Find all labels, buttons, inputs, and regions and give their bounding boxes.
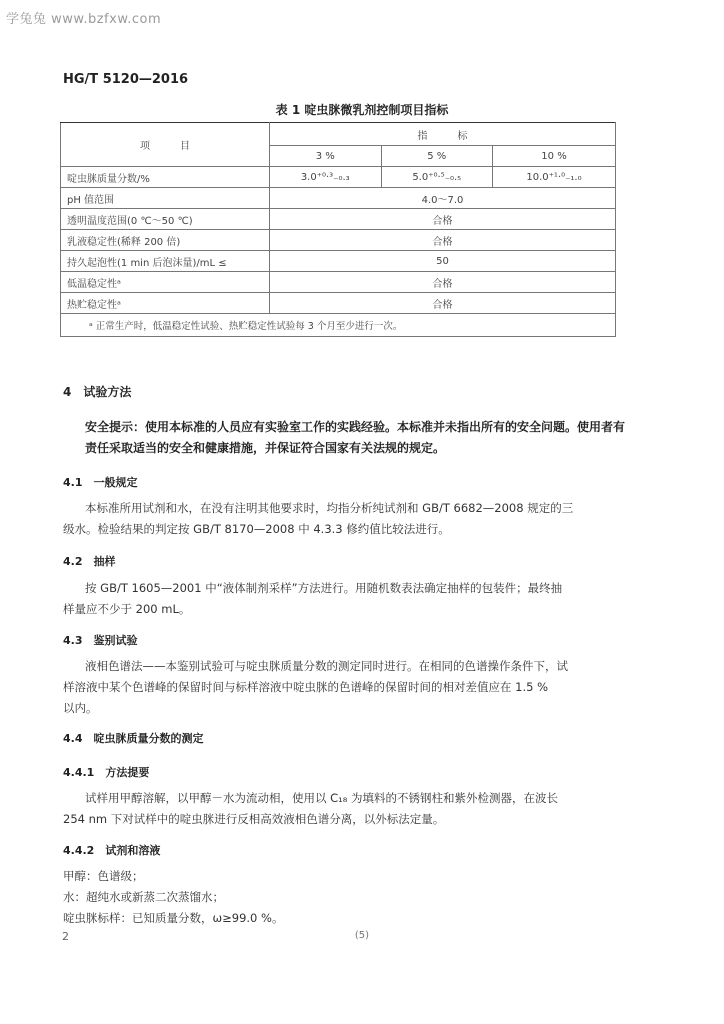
section-4-2-heading: 4.2 抽样: [63, 555, 116, 568]
table-caption: 表 1 啶虫脒微乳剂控制项目指标: [275, 103, 449, 117]
section-4-4-heading: 4.4 啶虫脒质量分数的测定: [63, 732, 204, 745]
header-index: 指 标: [270, 123, 616, 146]
table-row: [61, 293, 616, 314]
table-row: [61, 167, 616, 188]
cell-value: 合格: [270, 293, 616, 314]
row-label: 低温稳定性ᵃ: [61, 272, 270, 293]
watermark: 学兔兔 www.bzfxw.com: [6, 12, 162, 27]
col-10pct: 10 %: [493, 146, 616, 167]
cell-value: 4.0～7.0: [270, 188, 616, 209]
cell-value: 合格: [270, 272, 616, 293]
row-label: 持久起泡性(1 min 后泡沫量)/mL ≤: [61, 251, 270, 272]
section-4-1-text: 本标准所用试剂和水，在没有注明其他要求时，均指分析纯试剂和 GB/T 6682—2008 规定的三 级水。检验结果的判定按 GB/T 8170—2008 中 4.3.3 修约值比较法进行。: [63, 501, 574, 536]
row-label: 透明温度范围(0 ℃～50 ℃): [61, 209, 270, 230]
cell-value: 合格: [270, 230, 616, 251]
cell-value: 10.0⁺¹·⁰₋₁.₀: [493, 167, 616, 188]
row-label: 热贮稳定性ᵃ: [61, 293, 270, 314]
header-item: 项 目: [61, 123, 270, 167]
row-label: pH 值范围: [61, 188, 270, 209]
list-item: 啶虫脒标样：已知质量分数，ω≥99.0 %。: [63, 911, 284, 925]
safety-notice: 安全提示：使用本标准的人员应有实验室工作的实践经验。本标准并未指出所有的安全问题。使用者有责任采取适当的安全和健康措施，并保证符合国家有关法规的规定。: [85, 420, 626, 455]
table-row: [61, 272, 616, 293]
cell-value: 合格: [270, 209, 616, 230]
page-number: 2: [62, 930, 69, 943]
list-item: 水：超纯水或新蒸二次蒸馏水；: [63, 890, 224, 904]
section-4-2-text: 按 GB/T 1605—2001 中“液体制剂采样”方法进行。用随机数表法确定抽样的包装件；最终抽 样量应不少于 200 mL。: [63, 581, 563, 616]
col-3pct: 3 %: [270, 146, 382, 167]
table-row: [61, 251, 616, 272]
section-4-heading: 4 试验方法: [63, 385, 132, 399]
table-row: [61, 209, 616, 230]
list-item: 甲醇：色谱级；: [63, 869, 144, 883]
section-4-1-heading: 4.1 一般规定: [63, 476, 138, 489]
section-4-4-2-heading: 4.4.2 试剂和溶液: [63, 844, 161, 857]
row-label: 啶虫脒质量分数/%: [61, 167, 270, 188]
cell-value: 3.0⁺⁰·³₋₀.₃: [270, 167, 382, 188]
table-row: [61, 230, 616, 251]
spec-table: [60, 122, 616, 337]
section-4-4-1-text: 试样用甲醇溶解，以甲醇－水为流动相，使用以 C₁₈ 为填料的不锈钢柱和紫外检测器，在波长 254 nm 下对试样中的啶虫脒进行反相高效液相色谱分离，以外标法定量。: [63, 791, 559, 826]
cell-value: 50: [270, 251, 616, 272]
section-4-4-1-heading: 4.4.1 方法提要: [63, 766, 150, 779]
section-4-3-text: 液相色谱法——本鉴别试验可与啶虫脒质量分数的测定同时进行。在相同的色谱操作条件下，试 样溶液中某个色谱峰的保留时间与标样溶液中啶虫脒的色谱峰的保留时间的相对差值应在 1.5 % 以内。: [63, 659, 568, 715]
section-4-4-2-list: [63, 866, 613, 929]
col-5pct: 5 %: [381, 146, 493, 167]
page-footer: (5): [354, 930, 370, 941]
cell-value: 5.0⁺⁰·⁵₋₀.₅: [381, 167, 493, 188]
table-note: ᵃ 正常生产时，低温稳定性试验、热贮稳定性试验每 3 个月至少进行一次。: [61, 314, 616, 337]
section-4-3-heading: 4.3 鉴别试验: [63, 634, 138, 647]
row-label: 乳液稳定性(稀释 200 倍): [61, 230, 270, 251]
table-row: [61, 188, 616, 209]
standard-number: HG/T 5120—2016: [63, 72, 189, 87]
